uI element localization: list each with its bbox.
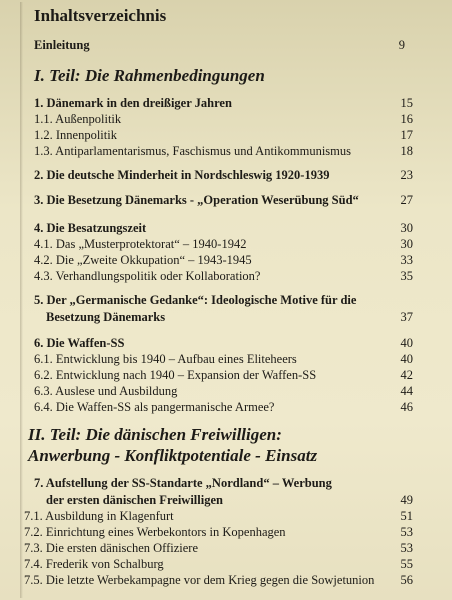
- entry-label: 4.2. Die „Zweite Okkupation“ – 1943-1945: [34, 253, 252, 267]
- entry-label-line-2: der ersten dänischen Freiwilligen: [46, 493, 223, 507]
- entry-label: 3. Die Besetzung Dänemarks - „Operation Weserübung Süd“: [34, 193, 359, 207]
- entry-label: 7.5. Die letzte Werbekampagne vor dem Krieg gegen die Sowjetunion: [24, 573, 375, 587]
- entry-label: 6.3. Auslese und Ausbildung: [34, 384, 178, 398]
- entry-label: 6. Die Waffen-SS: [34, 336, 125, 350]
- entry-label: Einleitung: [34, 38, 90, 52]
- entry-label: 1.3. Antiparlamentarismus, Faschismus und Antikommunismus: [34, 144, 352, 158]
- entry-label: 6.1. Entwicklung bis 1940 – Aufbau eines Eliteheers: [34, 352, 297, 366]
- entry-label: 7.3. Die ersten dänischen Offiziere: [24, 541, 199, 555]
- part-2-heading-line-2: Anwerbung - Konfliktpotentiale - Einsatz: [28, 446, 318, 465]
- entry-label: 6.2. Entwicklung nach 1940 – Expansion der Waffen-SS: [34, 368, 317, 382]
- toc-entry-ch6-4: [0, 400, 452, 418]
- entry-label: 1.1. Außenpolitik: [34, 112, 122, 126]
- entry-page: 23: [400, 168, 413, 182]
- entry-page: 16: [400, 112, 413, 126]
- entry-label: 1. Dänemark in den dreißiger Jahren: [34, 96, 232, 110]
- entry-page: 51: [400, 509, 413, 523]
- entry-label: 7.2. Einrichtung eines Werbekontors in Kopenhagen: [24, 525, 286, 539]
- toc-entry-ch7: [0, 476, 452, 512]
- entry-page: 56: [400, 573, 413, 587]
- entry-label-line-1: 7. Aufstellung der SS-Standarte „Nordland“ – Werbung: [34, 476, 332, 490]
- entry-label-line-1: 5. Der „Germanische Gedanke“: Ideologische Motive für die: [34, 293, 357, 307]
- entry-page: 15: [400, 96, 413, 110]
- entry-page: 49: [400, 493, 413, 507]
- part-2-heading-line-1: II. Teil: Die dänischen Freiwilligen:: [28, 425, 282, 444]
- toc-entry-ch5: [0, 293, 452, 329]
- entry-page: 35: [400, 269, 413, 283]
- entry-label: 4.1. Das „Musterprotektorat“ – 1940-1942: [34, 237, 247, 251]
- toc-entry-ch4-3: [0, 269, 452, 287]
- entry-page: 53: [400, 541, 413, 555]
- entry-page: 9: [398, 38, 405, 52]
- entry-page: 17: [400, 128, 413, 142]
- entry-page: 33: [400, 253, 413, 267]
- entry-page: 30: [400, 221, 413, 235]
- entry-page: 37: [400, 310, 413, 324]
- entry-label: 2. Die deutsche Minderheit in Nordschleswig 1920-1939: [34, 168, 330, 182]
- toc-entry-intro: [0, 38, 452, 56]
- toc-entry-ch1-3: [0, 144, 452, 162]
- entry-label: 4. Die Besatzungszeit: [34, 221, 147, 235]
- entry-page: 40: [400, 336, 413, 350]
- toc-entry-ch7-5: [0, 573, 452, 591]
- toc-entry-ch3: [0, 193, 452, 211]
- part-1-heading: I. Teil: Die Rahmenbedingungen: [34, 66, 265, 85]
- toc-entry-ch2: [0, 168, 452, 186]
- entry-page: 18: [400, 144, 413, 158]
- toc-heading: Inhaltsverzeichnis: [34, 6, 167, 25]
- entry-page: 44: [400, 384, 413, 398]
- entry-page: 30: [400, 237, 413, 251]
- entry-label: 4.3. Verhandlungspolitik oder Kollaboration?: [34, 269, 261, 283]
- entry-label: 7.4. Frederik von Schalburg: [24, 557, 164, 571]
- entry-label: 1.2. Innenpolitik: [34, 128, 117, 142]
- entry-page: 53: [400, 525, 413, 539]
- entry-page: 55: [400, 557, 413, 571]
- entry-label: 6.4. Die Waffen-SS als pangermanische Armee?: [34, 400, 275, 414]
- entry-page: 27: [400, 193, 413, 207]
- entry-label-line-2: Besetzung Dänemarks: [46, 310, 166, 324]
- entry-page: 46: [400, 400, 413, 414]
- entry-page: 42: [400, 368, 413, 382]
- entry-page: 40: [400, 352, 413, 366]
- entry-label: 7.1. Ausbildung in Klagenfurt: [24, 509, 174, 523]
